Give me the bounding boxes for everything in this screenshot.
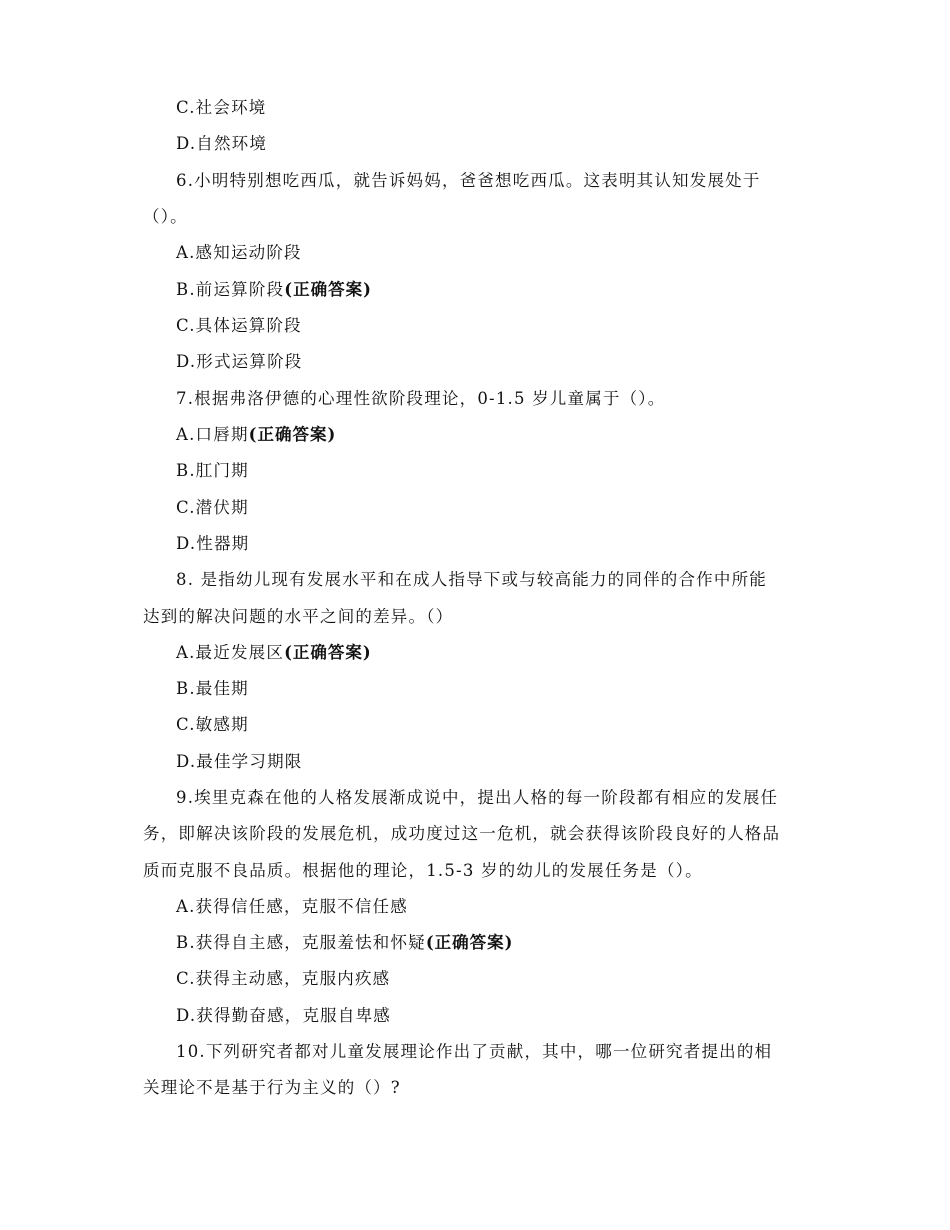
- q9-option-d: D.获得勤奋感，克服自卑感: [176, 1006, 391, 1025]
- q8-option-a: [176, 642, 372, 664]
- q8-option-d: D.最佳学习期限: [176, 752, 303, 771]
- q7-stem-line-1: 7.根据弗洛伊德的心理性欲阶段理论，0-1.5 岁儿童属于（）。: [176, 389, 666, 408]
- q8-stem-line-2: 达到的解决问题的水平之间的差异。（）: [143, 607, 454, 626]
- q10-stem-line-1: 10.下列研究者都对儿童发展理论作出了贡献，其中，哪一位研究者提出的相: [176, 1042, 773, 1061]
- q6-option-d: D.形式运算阶段: [176, 352, 303, 371]
- q9-option-a: A.获得信任感，克服不信任感: [176, 897, 408, 916]
- option-text: A.口唇期: [176, 425, 249, 444]
- q5-option-d: D.自然环境: [176, 134, 268, 153]
- q8-option-b: B.最佳期: [176, 679, 249, 698]
- q5-option-c: C.社会环境: [176, 98, 267, 117]
- q7-option-a: [176, 424, 336, 446]
- q6-option-c: C.具体运算阶段: [176, 316, 302, 335]
- q7-option-d: D.性器期: [176, 534, 250, 553]
- q7-option-b: B.肛门期: [176, 461, 249, 480]
- q6-stem-line-2: （）。: [143, 207, 188, 226]
- option-text: B.前运算阶段: [176, 280, 285, 299]
- q6-option-b: [176, 279, 372, 301]
- q9-option-b: [176, 932, 514, 954]
- q10-stem-line-2: 关理论不是基于行为主义的（）?: [143, 1078, 401, 1097]
- q9-stem-line-1: 9.埃里克森在他的人格发展渐成说中，提出人格的每一阶段都有相应的发展任: [176, 788, 779, 807]
- correct-answer-mark: (正确答案): [425, 933, 514, 952]
- q8-stem-line-1: 8. 是指幼儿现有发展水平和在成人指导下或与较高能力的同伴的合作中所能: [176, 570, 767, 589]
- correct-answer-mark: (正确答案): [284, 280, 372, 299]
- q7-option-c: C.潜伏期: [176, 498, 249, 517]
- correct-answer-mark: (正确答案): [248, 425, 337, 444]
- option-text: B.获得自主感，克服羞怯和怀疑: [176, 933, 426, 952]
- option-text: A.最近发展区: [176, 643, 285, 662]
- q8-option-c: C.敏感期: [176, 715, 249, 734]
- q6-stem-line-1: 6.小明特别想吃西瓜，就告诉妈妈，爸爸想吃西瓜。这表明其认知发展处于: [176, 171, 761, 190]
- q9-stem-line-3: 质而克服不良品质。根据他的理论，1.5-3 岁的幼儿的发展任务是（）。: [143, 861, 703, 880]
- correct-answer-mark: (正确答案): [284, 643, 372, 662]
- q9-stem-line-2: 务，即解决该阶段的发展危机，成功度过这一危机，就会获得该阶段良好的人格品: [143, 824, 781, 843]
- q6-option-a: A.感知运动阶段: [176, 243, 302, 262]
- q9-option-c: C.获得主动感，克服内疚感: [176, 969, 391, 988]
